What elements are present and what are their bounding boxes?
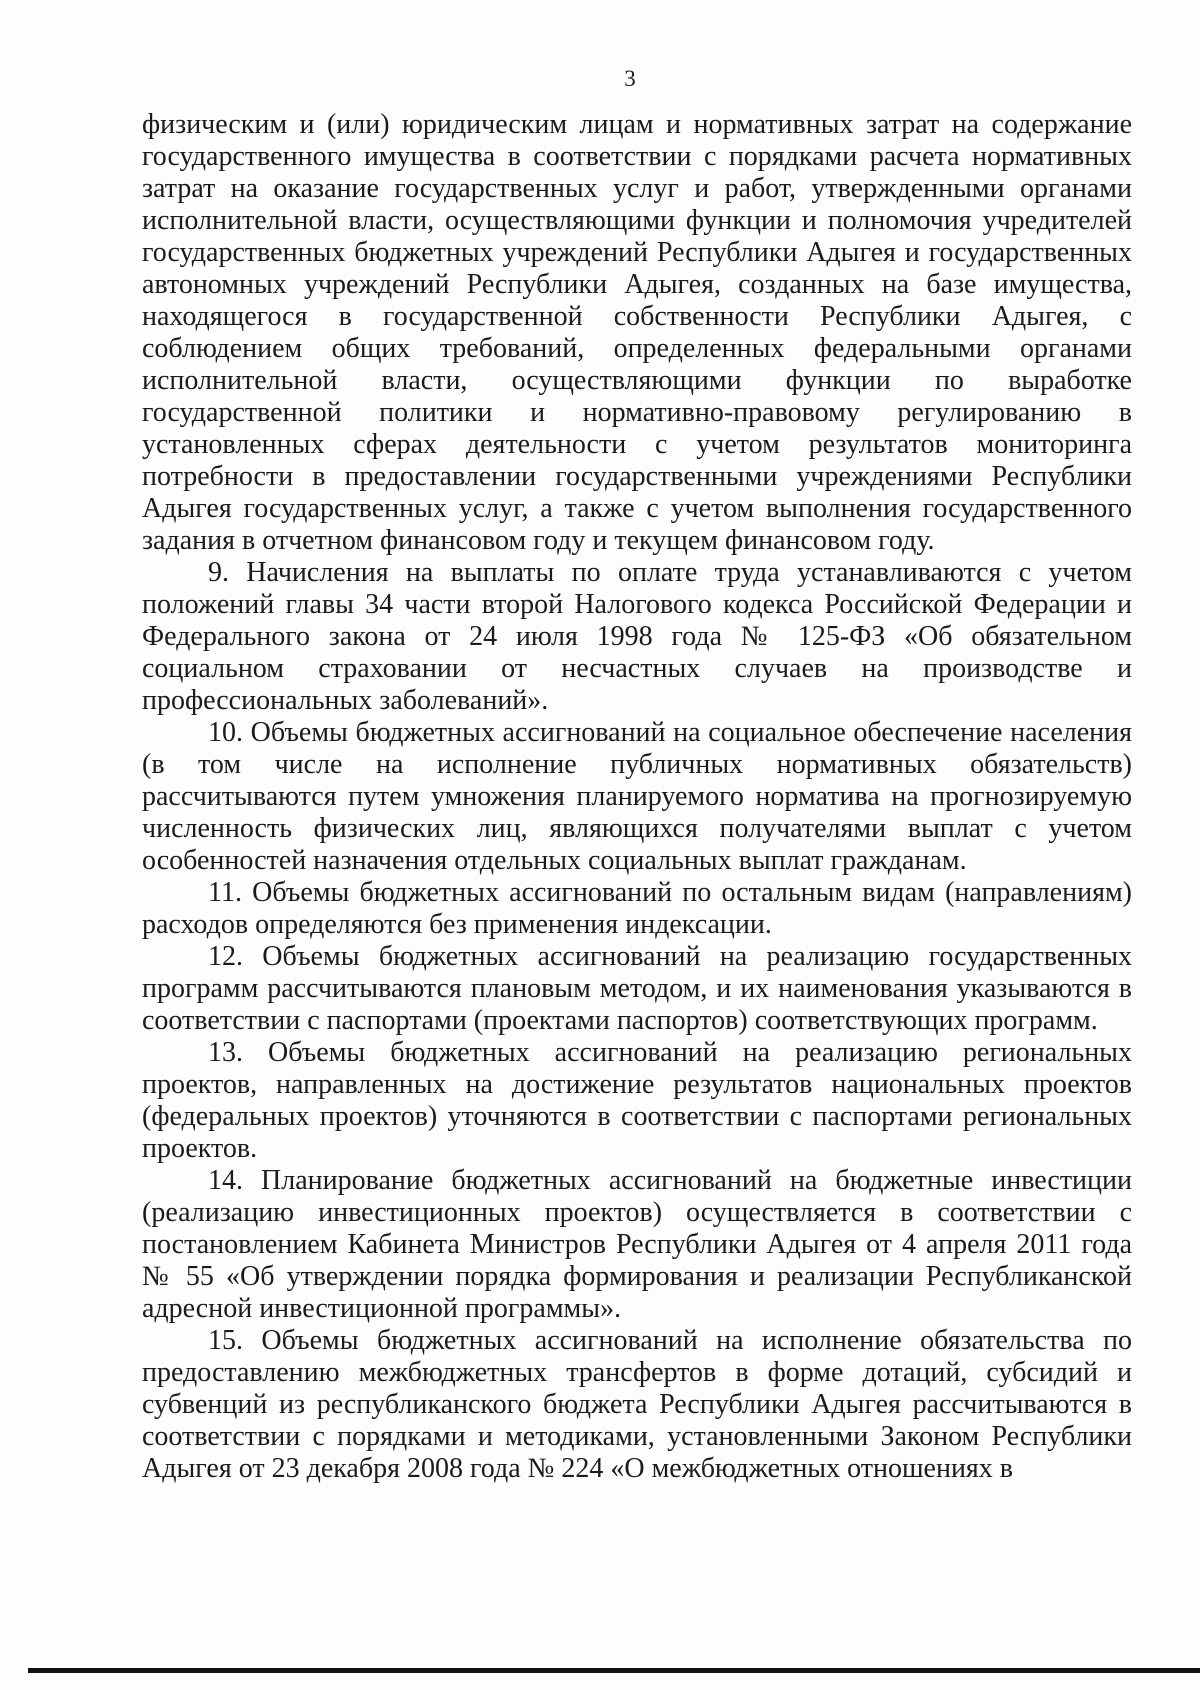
paragraph-item-11: 11. Объемы бюджетных ассигнований по остальным видам (направлениям) расходов определяются без применения индексации. — [142, 877, 1132, 940]
paragraph-item-14: 14. Планирование бюджетных ассигнований на бюджетные инвестиции (реализацию инвестиционных проектов) осуществляется в соответствии с постановлением Кабинета Министров Республики Адыгея от 4 апреля 2011 года № 55 «Об утверждении порядка формирования и реализации Республиканской адресной инвестиционной программы». — [142, 1165, 1132, 1324]
page-number: 3 — [624, 66, 636, 91]
paragraph-item-12: 12. Объемы бюджетных ассигнований на реализацию государственных программ рассчитываются плановым методом, и их наименования указываются в соответствии с паспортами (проектами паспортов) соответствующих программ. — [142, 941, 1132, 1036]
paragraph-item-10: 10. Объемы бюджетных ассигнований на социальное обеспечение населения (в том числе на исполнение публичных нормативных обязательств) рассчитываются путем умножения планируемого норматива на прогнозируемую численность физических лиц, являющихся получателями выплат с учетом особенностей назначения отдельных социальных выплат гражданам. — [142, 717, 1132, 876]
paragraph-item-9: 9. Начисления на выплаты по оплате труда устанавливаются с учетом положений главы 34 части второй Налогового кодекса Российской Федерации и Федерального закона от 24 июля 1998 года № 125-ФЗ «Об обязательном социальном страховании от несчастных случаев на производстве и профессиональных заболеваний». — [142, 557, 1132, 716]
paragraph-item-15: 15. Объемы бюджетных ассигнований на исполнение обязательства по предоставлению межбюджетных трансфертов в форме дотаций, субсидий и субвенций из республиканского бюджета Республики Адыгея рассчитываются в соответствии с порядками и методиками, установленными Законом Республики Адыгея от 23 декабря 2008 года № 224 «О межбюджетных отношениях в — [142, 1325, 1132, 1484]
paragraph-continuation: физическим и (или) юридическим лицам и нормативных затрат на содержание государственного имущества в соответствии с порядками расчета нормативных затрат на оказание государственных услуг и работ, утвержденными органами исполнительной власти, осуществляющими функции и полномочия учредителей государственных бюджетных учреждений Республики Адыгея и государственных автономных учреждений Республики Адыгея, созданных на базе имущества, находящегося в государственной собственности Республики Адыгея, с соблюдением общих требований, определенных федеральными органами исполнительной власти, осуществляющими функции по выработке государственной политики и нормативно-правовому регулированию в установленных сферах деятельности с учетом результатов мониторинга потребности в предоставлении государственными учреждениями Республики Адыгея государственных услуг, а также с учетом выполнения государственного задания в отчетном финансовом году и текущем финансовом году. — [142, 109, 1132, 556]
document-body — [142, 109, 1132, 1485]
paragraph-item-13: 13. Объемы бюджетных ассигнований на реализацию региональных проектов, направленных на достижение результатов национальных проектов (федеральных проектов) уточняются в соответствии с паспортами региональных проектов. — [142, 1037, 1132, 1164]
page-bottom-rule — [28, 1668, 1200, 1673]
